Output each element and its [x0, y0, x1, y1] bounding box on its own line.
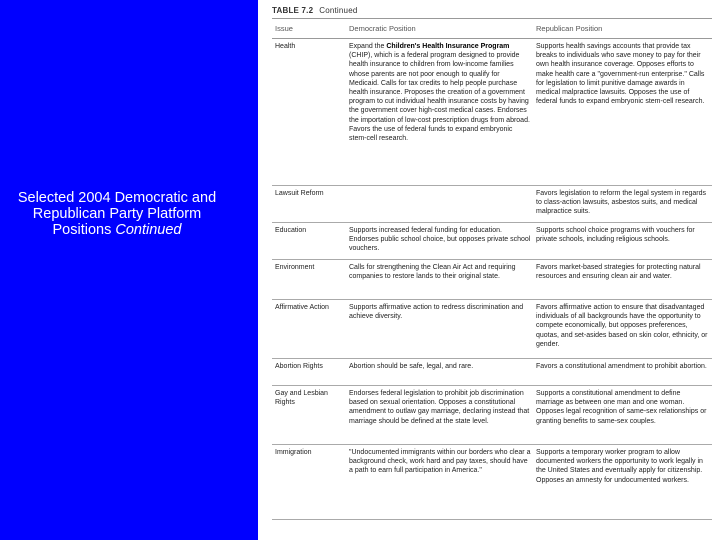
row-issue: Education — [275, 227, 307, 234]
table-row-affirmative-action — [272, 300, 712, 359]
row-republican: Supports health savings accounts that provide tax breaks to individuals who save money to pay for their own health insurance coverage. Opposes efforts to make health care a "government-run enterprise." Calls for legislation to limit punitive damage awards in medical malpractice lawsuits. Opposes the use of federal funds to expand embryonic stem-cell research. — [536, 43, 705, 106]
row-issue: Gay and Lesbian Rights — [275, 390, 328, 407]
table-row-lawsuit-reform — [272, 186, 712, 223]
title-panel — [0, 0, 258, 540]
table-row-immigration — [272, 445, 712, 520]
table-caption — [272, 4, 712, 18]
row-democratic — [349, 42, 531, 143]
row-republican: Supports a temporary worker program to allow documented workers the opportunity to work legally in the United States and eventually apply for citizenship. Opposes an amnesty for undocumented workers. — [536, 449, 703, 484]
slide-title-suffix: Continued — [115, 222, 182, 238]
row-issue: Abortion Rights — [275, 363, 323, 370]
header-issue: Issue — [275, 24, 293, 33]
row-republican: Favors a constitutional amendment to prohibit abortion. — [536, 363, 707, 370]
slide-title-main: Selected 2004 Democratic and Republican Party Platform Positions — [17, 190, 217, 238]
row-democratic: Endorses federal legislation to prohibit job discrimination based on sexual orientation. Opposes a constitutional amendment to outlaw gay marriage, declaring instead that marriage should be defined at the state level. — [349, 390, 530, 425]
table-continued: Continued — [319, 6, 358, 15]
row-republican: Favors market-based strategies for protecting natural resources and ensuring clean air and water. — [536, 264, 701, 281]
row-democratic: Supports increased federal funding for education. Endorses public school choice, but opposes private school vouchers. — [349, 227, 531, 253]
row-democratic: Calls for strengthening the Clean Air Act and requiring companies to restore lands to their original state. — [349, 264, 516, 281]
table-row-abortion-rights — [272, 359, 712, 386]
table-row-education — [272, 223, 712, 260]
header-republican: Republican Position — [536, 24, 603, 33]
table-label: TABLE 7.2 — [272, 6, 314, 15]
header-democratic: Democratic Position — [349, 24, 416, 33]
row-issue: Immigration — [275, 449, 312, 456]
row-republican: Favors legislation to reform the legal system in regards to class-action lawsuits, asbestos suits, and medical malpractice suits. — [536, 190, 707, 216]
slide-title — [6, 190, 228, 238]
row-republican: Supports a constitutional amendment to define marriage as between one man and one woman. Opposes legal recognition of same-sex relationships or granting benefits to same-sex couples. — [536, 390, 707, 425]
dem-text-pre: Expand the — [349, 43, 387, 50]
row-issue: Health — [275, 43, 296, 50]
row-issue: Affirmative Action — [275, 304, 329, 311]
row-issue: Environment — [275, 264, 315, 271]
table-row-environment — [272, 260, 712, 300]
row-democratic: Supports affirmative action to redress discrimination and achieve diversity. — [349, 304, 524, 321]
row-democratic: "Undocumented immigrants within our borders who clear a background check, work hard and pay taxes, should have a path to earn full participation in America." — [349, 449, 531, 475]
dem-text-post: (CHIP), which is a federal program designed to provide health insurance to children from low-income families whose parents are not poor enough to qualify for Medicaid. Calls for tax credits to help people purchase health insurance. Proposes the creation of a government program to cut individual health insurance costs by having the government cover high-cost medical cases. Endorses the importation of low-cost prescription drugs from abroad. Favors the use of federal funds to expand embryonic stem-cell research. — [349, 52, 530, 143]
table-row-gay-lesbian-rights — [272, 386, 712, 445]
row-issue: Lawsuit Reform — [275, 190, 324, 197]
platform-table — [272, 4, 712, 520]
row-democratic: Abortion should be safe, legal, and rare. — [349, 363, 474, 370]
chip-term: Children's Health Insurance Program — [386, 43, 510, 50]
row-republican: Supports school choice programs with vouchers for private schools, including religious schools. — [536, 227, 695, 244]
row-republican: Favors affirmative action to ensure that disadvantaged individuals of all backgrounds have the opportunity to compete economically, but opposes preferences, quotas, and set-asides based on skin color, ethnicity, or gender. — [536, 304, 708, 348]
table-row-health — [272, 39, 712, 186]
table-header-row — [272, 18, 712, 39]
